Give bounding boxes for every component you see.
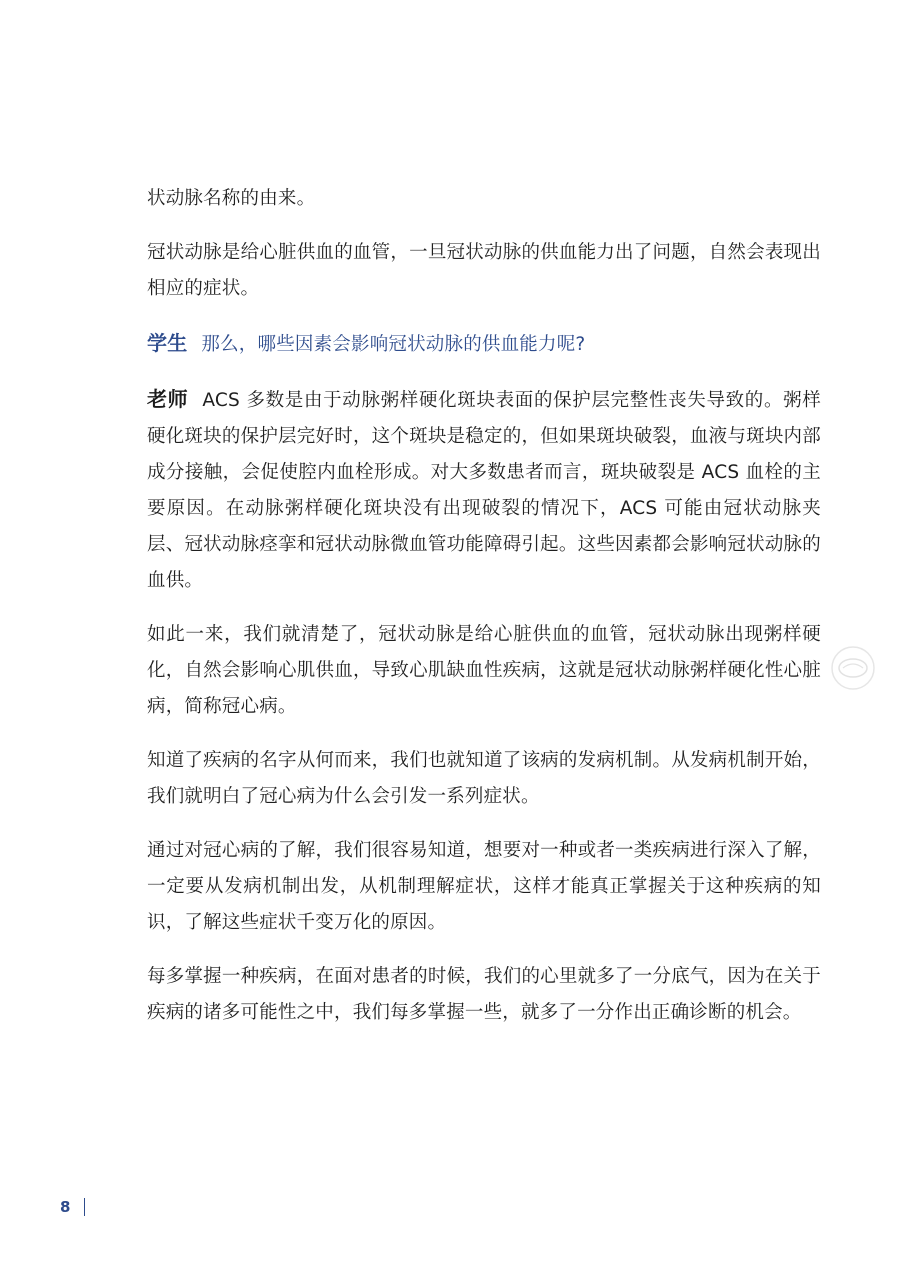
student-speaker-label: 学生: [147, 331, 188, 355]
teacher-answer-text: ACS 多数是由于动脉粥样硬化斑块表面的保护层完整性丧失导致的。粥样硬化斑块的保护层完好时，这个斑块是稳定的，但如果斑块破裂，血液与斑块内部成分接触，会促使腔内血栓形成。对大多数患者而言，斑块破裂是 ACS 血栓的主要原因。在动脉粥样硬化斑块没有出现破裂的情况下，ACS 可能由冠状动脉夹层、冠状动脉痉挛和冠状动脉微血管功能障碍引起。这些因素都会影响冠状动脉的血供。: [147, 390, 821, 591]
footer-divider: [84, 1198, 85, 1216]
paragraph-1: 状动脉名称的由来。: [147, 188, 316, 209]
paragraph-5: 如此一来，我们就清楚了，冠状动脉是给心脏供血的血管，冠状动脉出现粥样硬化，自然会影响心肌供血，导致心肌缺血性疾病，这就是冠状动脉粥样硬化性心脏病，简称冠心病。: [147, 624, 821, 717]
student-question: [147, 325, 821, 363]
page-footer: [60, 1198, 85, 1216]
page-number: 8: [60, 1198, 71, 1216]
teacher-speaker-label: 老师: [147, 387, 189, 411]
student-question-text: 那么，哪些因素会影响冠状动脉的供血能力呢?: [201, 334, 586, 355]
paragraph-2: 冠状动脉是给心脏供血的血管，一旦冠状动脉的供血能力出了问题，自然会表现出相应的症状。: [147, 242, 821, 299]
paragraph-8: 每多掌握一种疾病，在面对患者的时候，我们的心里就多了一分底气，因为在关于疾病的诸多可能性之中，我们每多掌握一些，就多了一分作出正确诊断的机会。: [147, 966, 821, 1023]
teacher-answer: [147, 381, 821, 599]
paragraph-7: 通过对冠心病的了解，我们很容易知道，想要对一种或者一类疾病进行深入了解，一定要从发病机制出发，从机制理解症状，这样才能真正掌握关于这种疾病的知识，了解这些症状千变万化的原因。: [147, 840, 821, 933]
paragraph-6: 知道了疾病的名字从何而来，我们也就知道了该病的发病机制。从发病机制开始，我们就明白了冠心病为什么会引发一系列症状。: [147, 750, 821, 807]
page-body: [147, 181, 821, 1049]
publisher-seal-icon: [830, 645, 876, 691]
